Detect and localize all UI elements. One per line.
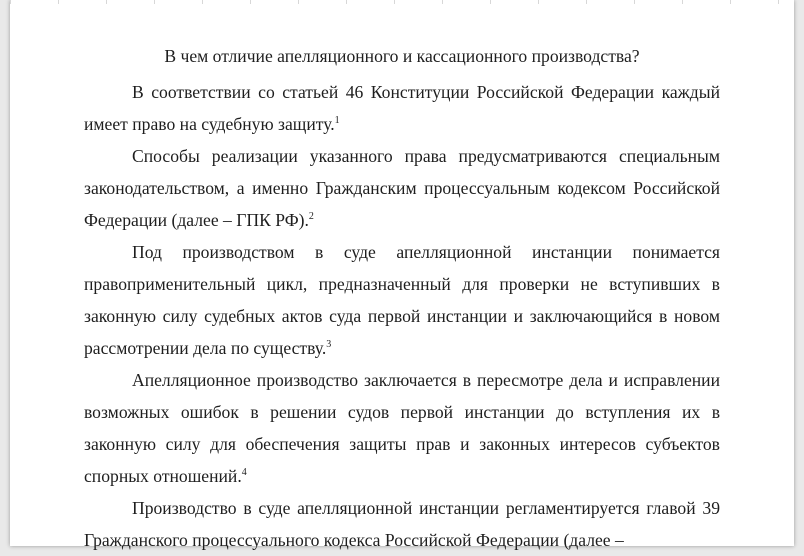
paragraph-3 bbox=[84, 236, 720, 364]
footnote-ref[interactable]: 1 bbox=[334, 115, 340, 126]
paragraph-text: В соответствии со статьей 46 Конституции Российской Федерации каждый имеет право на судебную защиту. bbox=[84, 82, 720, 134]
footnote-ref[interactable]: 4 bbox=[241, 467, 247, 478]
paragraph-text: Под производством в суде апелляционной инстанции понимается правоприменительный цикл, предназначенный для проверки не вступивших в законную силу судебных актов суда первой инстанции и заключающийся в новом рассмотрении дела по существу. bbox=[84, 242, 720, 358]
paragraph-1 bbox=[84, 76, 720, 140]
document-page bbox=[10, 0, 794, 550]
paragraph-4 bbox=[84, 364, 720, 492]
document-body bbox=[84, 44, 720, 556]
paragraph-2 bbox=[84, 140, 720, 236]
paragraph-5 bbox=[84, 492, 720, 556]
document-title: В чем отличие апелляционного и кассационного производства? bbox=[164, 46, 640, 66]
paragraph-text: Производство в суде апелляционной инстанции регламентируется главой 39 Гражданского процессуального кодекса Российской Федерации (далее – bbox=[84, 498, 720, 550]
footnote-ref[interactable]: 3 bbox=[326, 339, 332, 350]
footnote-ref[interactable]: 2 bbox=[308, 211, 314, 222]
paragraph-text: Способы реализации указанного права предусматриваются специальным законодательством, а именно Гражданским процессуальным кодексом Российской Федерации (далее – ГПК РФ). bbox=[84, 146, 720, 230]
paragraph-text: Апелляционное производство заключается в пересмотре дела и исправлении возможных ошибок в решении судов первой инстанции до вступления их в законную силу для обеспечения защиты прав и законных интересов субъектов спорных отношений. bbox=[84, 370, 720, 486]
ruler-marks bbox=[10, 0, 794, 4]
